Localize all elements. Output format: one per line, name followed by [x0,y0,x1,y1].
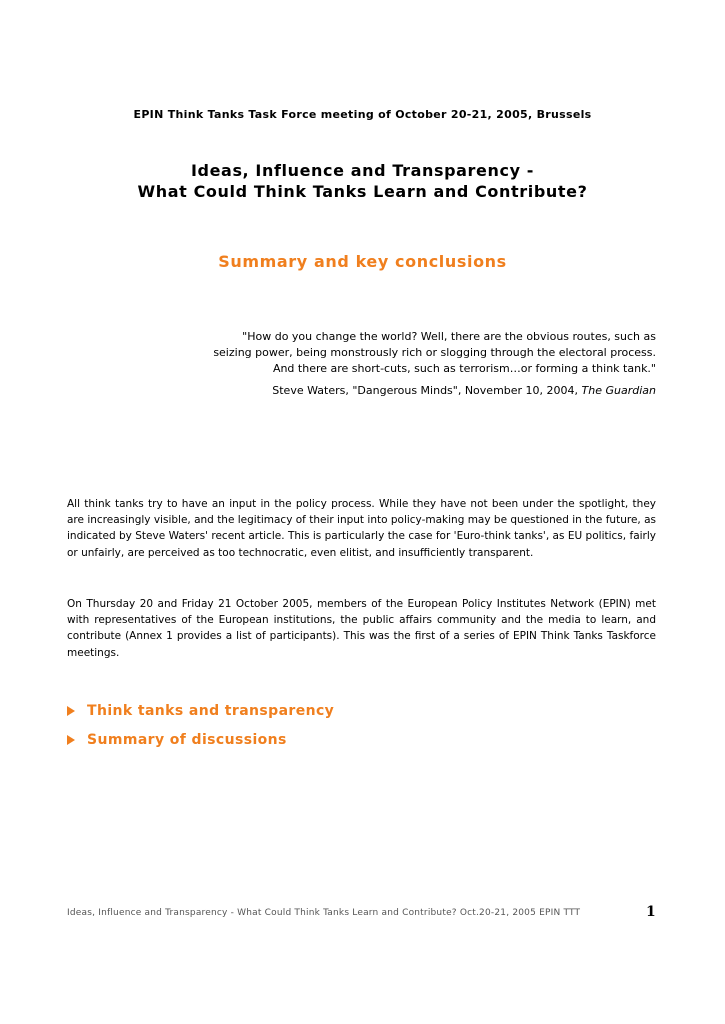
meeting-paragraph: On Thursday 20 and Friday 21 October 2005, members of the European Policy Institutes Network (EPIN) met with representatives of the European institutions, the public affairs community and the media to learn, and contribute (Annex 1 provides a list of participants). This was the first of a series of EPIN Think Tanks Taskforce meetings. [67,598,656,659]
triangle-right-icon [67,735,75,745]
title-line-1: Ideas, Influence and Transparency - [190,161,535,180]
page-number: 1 [646,904,656,920]
quote-line-2: seizing power, being monstrously rich or slogging through the electoral process. [213,346,656,359]
section-label: Summary of discussions [87,732,287,748]
attribution-source: The Guardian [581,384,656,397]
document-title [0,160,725,202]
document-subtitle: Summary and key conclusions [218,252,507,271]
quote-line-1: "How do you change the world? Well, there are the obvious routes, such as [242,330,656,343]
page-footer: Ideas, Influence and Transparency - What Could Think Tanks Learn and Contribute? Oct.20-21, 2005 EPIN TTT [67,908,581,918]
attribution-prefix: Steve Waters, "Dangerous Minds", November 10, 2004, [272,384,582,397]
section-link-summary-of-discussions[interactable] [67,732,287,748]
meeting-header: EPIN Think Tanks Task Force meeting of October 20-21, 2005, Brussels [133,108,592,121]
epigraph-quote [150,329,656,377]
triangle-right-icon [67,706,75,716]
quote-line-3: And there are short-cuts, such as terrorism…or forming a think tank." [272,362,656,375]
section-label: Think tanks and transparency [87,703,335,719]
title-line-2: What Could Think Tanks Learn and Contribute? [137,182,588,201]
quote-attribution [150,384,656,397]
intro-paragraph: All think tanks try to have an input in the policy process. While they have not been under the spotlight, they are increasingly visible, and the legitimacy of their input into policy-making may be questioned in the future, as indicated by Steve Waters' recent article. This is particularly the case for 'Euro-think tanks', as EU politics, fairly or unfairly, are perceived as too technocratic, even elitist, and insufficiently transparent. [67,498,656,559]
section-link-think-tanks-transparency[interactable] [67,703,334,719]
